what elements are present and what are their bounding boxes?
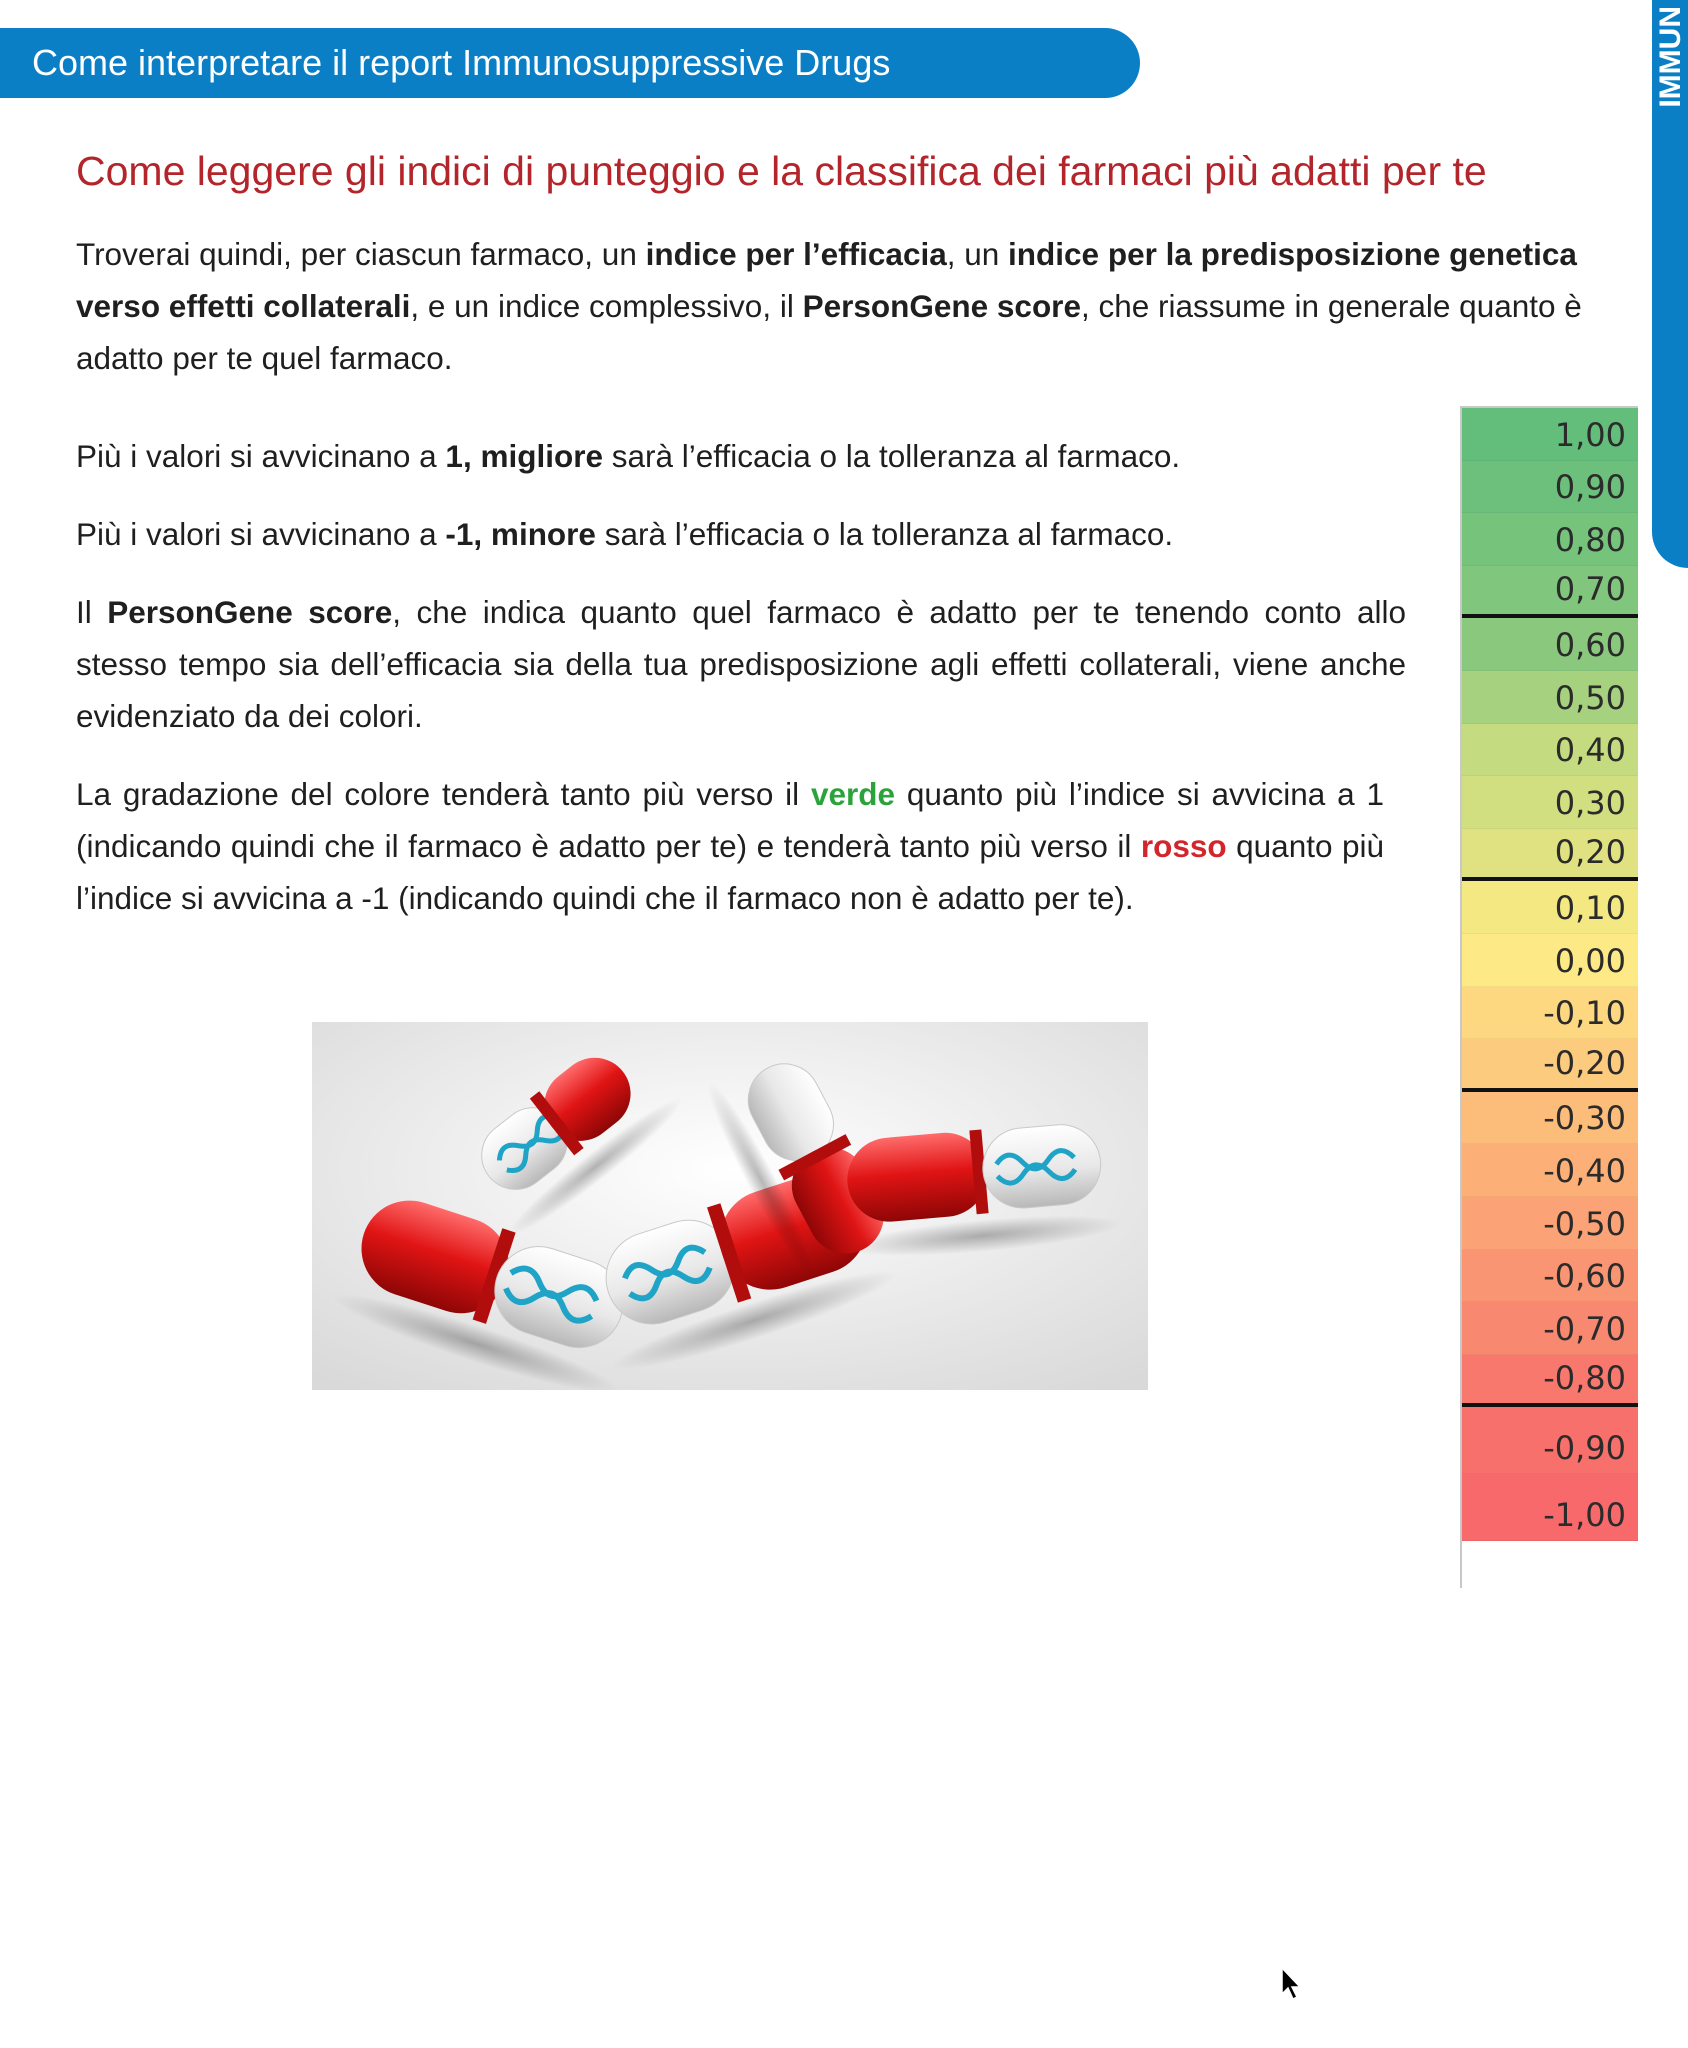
bold-run: -1, minore bbox=[445, 516, 596, 552]
scale-value: -0,30 bbox=[1543, 1099, 1626, 1138]
bold-run: 1, migliore bbox=[445, 438, 603, 474]
scale-value: -0,90 bbox=[1543, 1429, 1626, 1468]
scale-value: 1,00 bbox=[1554, 415, 1626, 454]
scale-cell bbox=[1462, 1039, 1638, 1092]
text-run: Più i valori si avvicinano a bbox=[76, 516, 446, 552]
bold-run: PersonGene score bbox=[802, 288, 1081, 324]
bold-run: indice per la predisposizione genetica verso effetti collaterali bbox=[76, 236, 1577, 324]
scale-value: 0,80 bbox=[1554, 520, 1626, 559]
scale-cell bbox=[1462, 1302, 1638, 1355]
scale-cell bbox=[1462, 934, 1638, 987]
scale-value: 0,70 bbox=[1554, 570, 1626, 609]
text-run: , che riassume in generale quanto è adatto per te quel farmaco. bbox=[76, 288, 1582, 376]
scale-cell bbox=[1462, 1355, 1638, 1408]
scale-cell bbox=[1462, 1474, 1638, 1541]
scale-value: -0,40 bbox=[1543, 1151, 1626, 1190]
section-title: Come leggere gli indici di punteggio e la classifica dei farmaci più adatti per te bbox=[76, 148, 1487, 194]
text-run: quanto più l’indice si avvicina a 1 (indicando quindi che il farmaco è adatto per te) e tenderà tanto più verso il bbox=[76, 776, 1384, 864]
scale-cell bbox=[1462, 1144, 1638, 1197]
scale-value: 0,50 bbox=[1554, 678, 1626, 717]
bold-run: PersonGene score bbox=[107, 594, 393, 630]
red-word: rosso bbox=[1140, 828, 1227, 864]
intro-paragraph bbox=[76, 228, 1606, 384]
header-title: Come interpretare il report Immunosuppressive Drugs bbox=[32, 42, 891, 83]
side-tab bbox=[1652, 0, 1688, 568]
scale-cell bbox=[1462, 461, 1638, 514]
scale-cell bbox=[1462, 671, 1638, 724]
scale-value: 0,10 bbox=[1554, 888, 1626, 927]
text-run: Troverai quindi, per ciascun farmaco, un bbox=[76, 236, 646, 272]
scale-value: -0,50 bbox=[1543, 1204, 1626, 1243]
scale-cell bbox=[1462, 1197, 1638, 1250]
scale-value: -1,00 bbox=[1543, 1496, 1626, 1535]
scale-value: 0,90 bbox=[1554, 468, 1626, 507]
text-run: , un bbox=[946, 236, 1009, 272]
bold-run: indice per l’efficacia bbox=[645, 236, 947, 272]
text-run: sarà l’efficacia o la tolleranza al farmaco. bbox=[602, 438, 1181, 474]
scale-value: -0,10 bbox=[1543, 994, 1626, 1033]
scale-value: -0,80 bbox=[1543, 1359, 1626, 1398]
text-run: , che indica quanto quel farmaco è adatto per te tenendo conto allo stesso tempo sia dell’efficacia sia della tua predisposizione agli effetti collaterali, viene anche evidenziato da dei colori. bbox=[76, 594, 1406, 734]
scale-value: 0,20 bbox=[1554, 833, 1626, 872]
text-run: sarà l’efficacia o la tolleranza al farmaco. bbox=[595, 516, 1174, 552]
scale-cell bbox=[1462, 513, 1638, 566]
scale-cell bbox=[1462, 1092, 1638, 1145]
high-values-paragraph bbox=[76, 430, 1406, 482]
scale-value: -0,20 bbox=[1543, 1043, 1626, 1082]
scale-cell bbox=[1462, 987, 1638, 1040]
scale-cell bbox=[1462, 724, 1638, 777]
scale-cell bbox=[1462, 566, 1638, 619]
mouse-cursor-icon bbox=[1280, 1966, 1304, 2002]
scale-cell bbox=[1462, 881, 1638, 934]
scale-value: 0,40 bbox=[1554, 731, 1626, 770]
color-gradient-paragraph bbox=[76, 768, 1384, 924]
scale-cell bbox=[1462, 829, 1638, 882]
scale-value: 0,30 bbox=[1554, 783, 1626, 822]
text-run: , e un indice complessivo, il bbox=[410, 288, 803, 324]
scale-cell bbox=[1462, 408, 1638, 461]
scale-cell bbox=[1462, 776, 1638, 829]
scale-value: 0,00 bbox=[1554, 941, 1626, 980]
green-word: verde bbox=[810, 776, 896, 812]
scale-value: 0,60 bbox=[1554, 625, 1626, 664]
text-run: quanto più l’indice si avvicina a -1 (indicando quindi che il farmaco non è adatto per te). bbox=[76, 828, 1384, 916]
text-run: La gradazione del colore tenderà tanto più verso il bbox=[76, 776, 811, 812]
side-tab-label: IMMUN bbox=[1654, 6, 1687, 108]
scale-cell bbox=[1462, 1250, 1638, 1303]
pills-image bbox=[312, 1022, 1148, 1390]
text-run: Il bbox=[76, 594, 108, 630]
persongene-paragraph bbox=[76, 586, 1406, 742]
text-run: Più i valori si avvicinano a bbox=[76, 438, 446, 474]
scale-cell bbox=[1462, 1407, 1638, 1474]
header-banner bbox=[0, 28, 1140, 98]
score-color-scale bbox=[1460, 406, 1638, 1588]
scale-cell bbox=[1462, 618, 1638, 671]
low-values-paragraph bbox=[76, 508, 1406, 560]
scale-value: -0,60 bbox=[1543, 1257, 1626, 1296]
scale-value: -0,70 bbox=[1543, 1309, 1626, 1348]
